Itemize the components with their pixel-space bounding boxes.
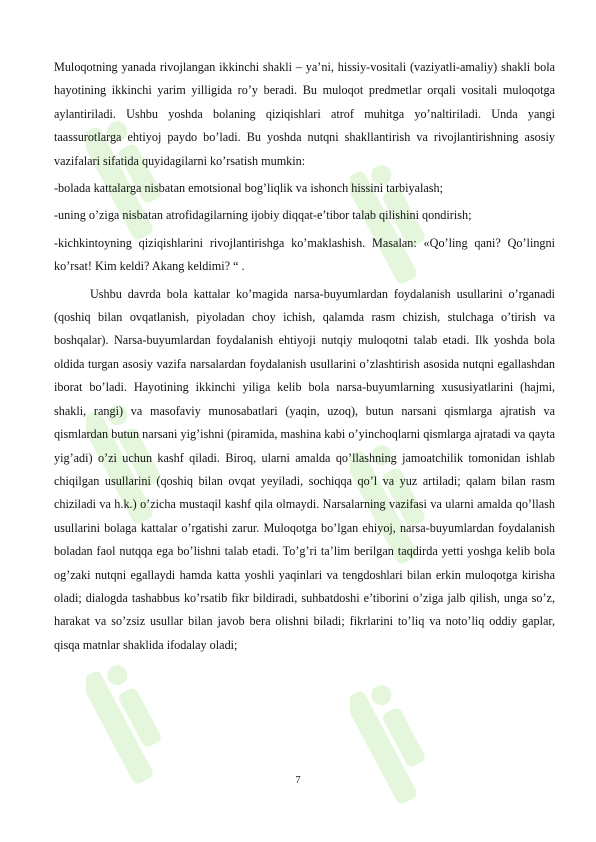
- watermark-logo-icon: [350, 660, 440, 820]
- list-item: -kichkintoyning qiziqishlarini rivojlantirishga ko’maklashish. Masalan: «Qo’ling qani? Qo’lingni ko’rsat! Kim keldi? Akang keldimi? “ .: [54, 235, 555, 274]
- paragraph-main: Ushbu davrda bola kattalar ko’magida narsa-buyumlardan foydalanish usullarini o’rganadi (qoshiq bilan ovqatlanish, piyoladan choy ichish, qalamda rasm chizish, stulchaga o’tirish va boshqalar). Narsa-buyumlardan foydalanish ehtiyoji nutqiy muloqotni talab etadi. Ilk yoshda bola oldida turgan asosiy vazifa narsalardan foydalanish usullarini o’zlashtirish asosida nutqni egallashdan iborat bo’ladi. Hayotining ikkinchi yiliga kelib bola narsa-buyumlarning xususiyatlarini (hajmi, shakli, rangi) va masofaviy munosabatlari (yaqin, uzoq), butun narsani qismlarga ajratish va qismlardan butun narsani yig’ishni (piramida, mashina kabi o’yinchoqlarni qismlarga ajratadi va qayta yig’adi) o’zi uchun kashf qiladi. Biroq, ularni amalda qo’llashning jamoatchilik tomonidan ishlab chiqilgan usullarini (qoshiq bilan ovqat yeyiladi, sochiqqa qo’l va yuz artiladi; qalam bilan rasm chiziladi va h.k.) o’zicha mustaqil kashf qila olmaydi. Narsalarning vazifasi va ularni amalda qo’llash usullarini bolaga kattalar o’rgatishi zarur. Muloqotga bo’lgan ehiyoj, narsa-buyumlardan foydalanish boladan faol nutqqa ega bo’lishni talab etadi. To’g’ri ta’lim berilgan taqdirda yetti yoshga kelib bola og’zaki nutqni egallaydi hamda katta yoshli yaqinlari va tengdoshlari bilan erkin muloqotga kirisha oladi; dialogda tashabbus ko’rsatib fikr bildiradi, suhbatdoshi e’tiborini o’ziga jalb qilish, unga so’z, harakat va so’zsiz usullar bilan javob bera olishni biladi; fikrlarini to’liq va noto’liq oddiy gaplar, qisqa matnlar shaklida ifodalay oladi;: [54, 286, 555, 652]
- list-item: -bolada kattalarga nisbatan emotsional bog’liqlik va ishonch hissini tarbiyalash;: [54, 181, 444, 196]
- list-item: -uning o’ziga nisbatan atrofidagilarning ijobiy diqqat-e’tibor talab qilishini qondirish;: [54, 208, 472, 223]
- paragraph-intro: Muloqotning yanada rivojlangan ikkinchi shakli – ya’ni, hissiy-vositali (vaziyatli-amaliy) shakli bola hayotining ikkinchi yarim yilligida ro’y beradi. Bu muloqot predmetlar orqali vositali muloqotga aylantiriladi. Ushbu yoshda bolaning qiziqishlari atrof muhitga yo’naltiriladi. Unda yangi taassurotlarga ehtiyoj paydo bo’ladi. Bu yoshda nutqni shakllantirish va rivojlantirishning asosiy vazifalari sifatida quyidagilarni ko’rsatish mumkin:: [54, 60, 555, 168]
- page-number: 7: [295, 775, 301, 786]
- document-body: [54, 56, 555, 657]
